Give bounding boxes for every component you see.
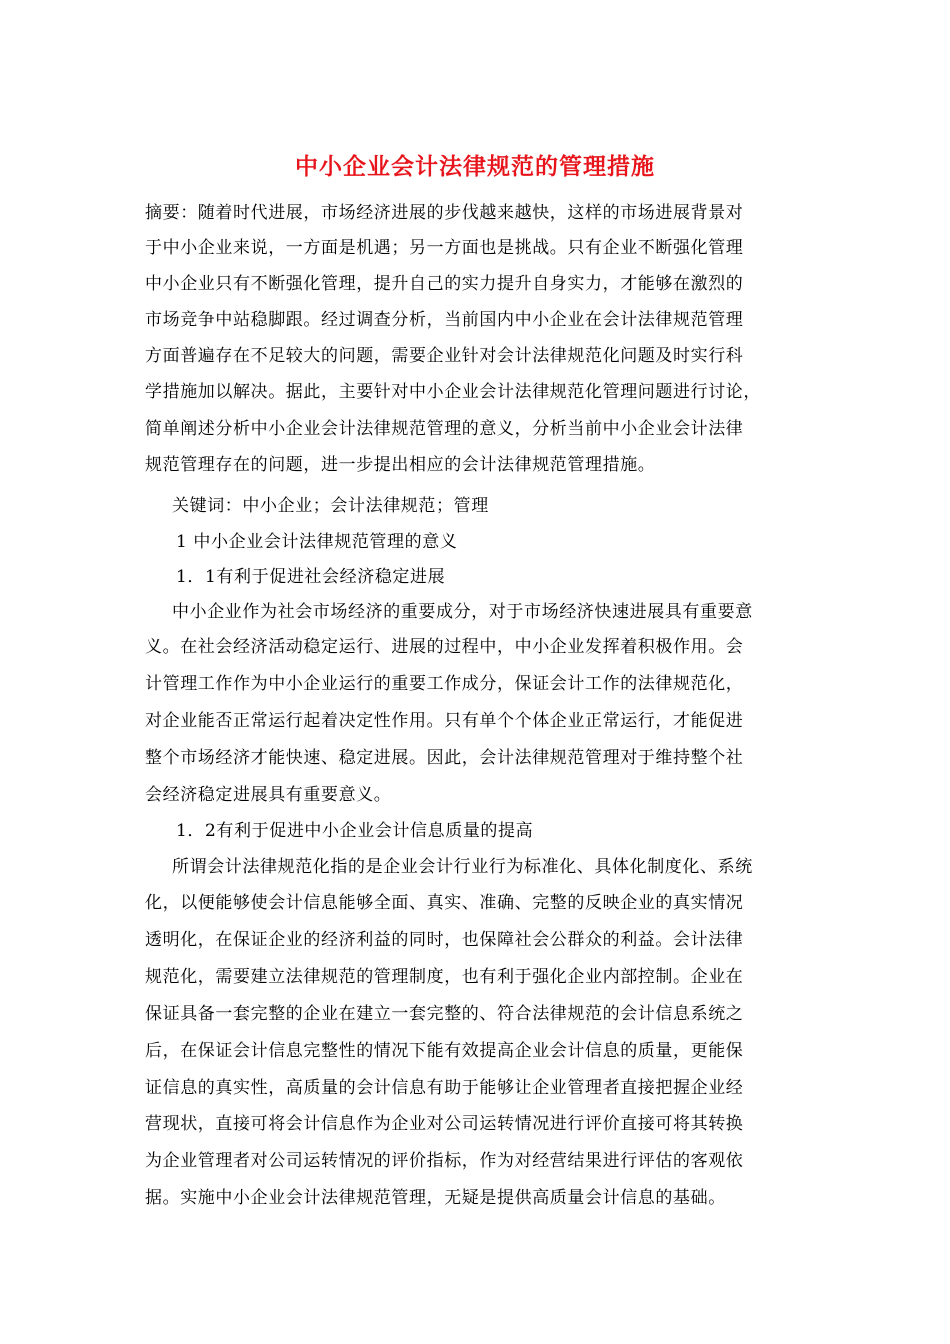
paragraph-line: 透明化，在保证企业的经济利益的同时，也保障社会公群众的利益。会计法律 xyxy=(145,930,744,950)
abstract-line: 简单阐述分析中小企业会计法律规范管理的意义，分析当前中小企业会计法律 xyxy=(145,419,744,439)
paragraph-line: 化，以便能够使会计信息能够全面、真实、准确、完整的反映企业的真实情况 xyxy=(145,893,744,913)
paragraph-line: 计管理工作作为中小企业运行的重要工作成分，保证会计工作的法律规范化， xyxy=(145,674,744,694)
abstract-line: 方面普遍存在不足较大的问题，需要企业针对会计法律规范化问题及时实行科 xyxy=(145,346,744,366)
paragraph-line: 义。在社会经济活动稳定运行、进展的过程中，中小企业发挥着积极作用。会 xyxy=(145,637,744,657)
paragraph-line: 对企业能否正常运行起着决定性作用。只有单个个体企业正常运行，才能促进 xyxy=(145,711,744,731)
paragraph-line: 营现状，直接可将会计信息作为企业对公司运转情况进行评价直接可将其转换 xyxy=(145,1114,744,1134)
abstract-line: 于中小企业来说，一方面是机遇；另一方面也是挑战。只有企业不断强化管理 xyxy=(145,238,744,258)
subsection-heading: 1．2有利于促进中小企业会计信息质量的提高 xyxy=(176,821,534,841)
paragraph-line: 为企业管理者对公司运转情况的评价指标，作为对经营结果进行评估的客观依 xyxy=(145,1151,744,1171)
paragraph-line: 证信息的真实性，高质量的会计信息有助于能够让企业管理者直接把握企业经 xyxy=(145,1078,744,1098)
keywords-line: 关键词：中小企业；会计法律规范；管理 xyxy=(172,496,489,516)
paragraph-line: 所谓会计法律规范化指的是企业会计行业行为标准化、具体化制度化、系统 xyxy=(172,857,753,877)
paragraph-line: 规范化，需要建立法律规范的管理制度，也有利于强化企业内部控制。企业在 xyxy=(145,967,744,987)
abstract-line: 中小企业只有不断强化管理，提升自己的实力提升自身实力，才能够在激烈的 xyxy=(145,274,744,294)
document-title: 中小企业会计法律规范的管理措施 xyxy=(295,153,655,180)
paragraph-line: 会经济稳定进展具有重要意义。 xyxy=(145,785,392,805)
abstract-line: 摘要：随着时代进展，市场经济进展的步伐越来越快，这样的市场进展背景对 xyxy=(145,203,744,223)
paragraph-line: 整个市场经济才能快速、稳定进展。因此，会计法律规范管理对于维持整个社 xyxy=(145,748,744,768)
subsection-heading: 1．1有利于促进社会经济稳定进展 xyxy=(176,567,446,587)
paragraph-line: 后，在保证会计信息完整性的情况下能有效提高企业会计信息的质量，更能保 xyxy=(145,1041,744,1061)
paragraph-line: 中小企业作为社会市场经济的重要成分，对于市场经济快速进展具有重要意 xyxy=(172,602,753,622)
paragraph-line: 据。实施中小企业会计法律规范管理，无疑是提供高质量会计信息的基础。 xyxy=(145,1188,726,1208)
abstract-line: 规范管理存在的问题，进一步提出相应的会计法律规范管理措施。 xyxy=(145,455,656,475)
abstract-line: 学措施加以解决。据此，主要针对中小企业会计法律规范化管理问题进行讨论， xyxy=(145,382,761,402)
section-heading: 1 中小企业会计法律规范管理的意义 xyxy=(176,532,458,552)
abstract-line: 市场竞争中站稳脚跟。经过调查分析，当前国内中小企业在会计法律规范管理 xyxy=(145,310,744,330)
paragraph-line: 保证具备一套完整的企业在建立一套完整的、符合法律规范的会计信息系统之 xyxy=(145,1004,744,1024)
